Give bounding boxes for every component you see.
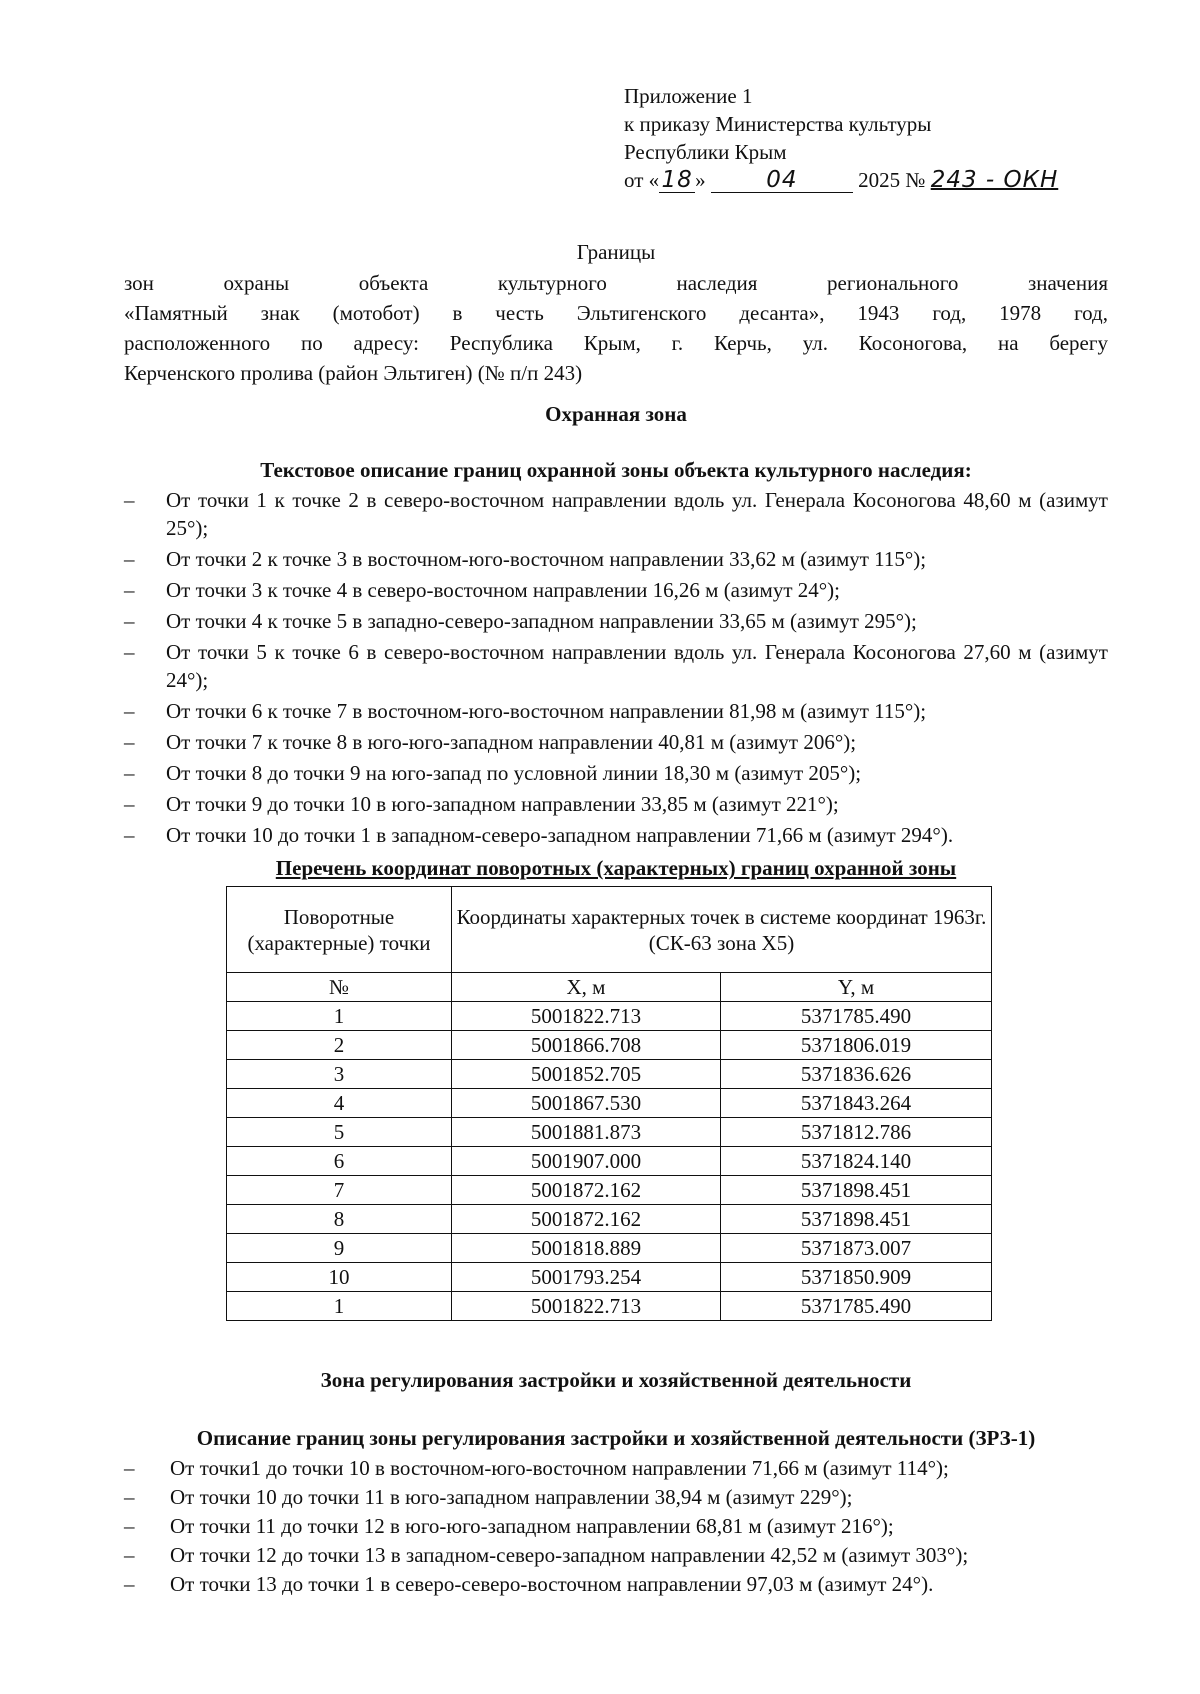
protected-zone-item: – От точки 2 к точке 3 в восточном-юго-восточном направлении 33,62 м (азимут 115°); — [124, 545, 1108, 573]
header-points: Поворотные (характерные) точки — [227, 887, 452, 973]
point-number-cell: 7 — [227, 1176, 452, 1205]
coords-table-caption-text: Перечень координат поворотных (характерных) границ охранной зоны — [275, 856, 957, 880]
y-coordinate-cell: 5371836.626 — [721, 1060, 992, 1089]
title-word: культурного — [497, 271, 607, 295]
title-word: наследия — [676, 271, 758, 295]
x-coordinate-cell: 5001872.162 — [452, 1205, 721, 1234]
table-row — [227, 1147, 992, 1176]
protected-zone-item: – От точки 9 до точки 10 в юго-западном направлении 33,85 м (азимут 221°); — [124, 790, 1108, 818]
table-row — [227, 1002, 992, 1031]
coords-table — [226, 886, 992, 1321]
y-coordinate-cell: 5371873.007 — [721, 1234, 992, 1263]
coords-table-body — [227, 1002, 992, 1321]
header-number: № — [227, 973, 452, 1002]
table-row — [227, 1205, 992, 1234]
appendix-republic: Республики Крым — [624, 140, 787, 164]
y-coordinate-cell: 5371850.909 — [721, 1263, 992, 1292]
y-coordinate-cell: 5371824.140 — [721, 1147, 992, 1176]
protected-zone-item: – От точки 3 к точке 4 в северо-восточном направлении 16,26 м (азимут 24°); — [124, 576, 1108, 604]
handwritten-day: 18 — [659, 168, 695, 193]
title-description — [124, 268, 1108, 388]
appendix-title: Приложение 1 — [624, 84, 753, 108]
table-row — [227, 1176, 992, 1205]
x-coordinate-cell: 5001818.889 — [452, 1234, 721, 1263]
title-word: охраны — [223, 271, 290, 295]
regulation-zone-heading: Зона регулирования застройки и хозяйственной деятельности — [320, 1368, 912, 1392]
protected-zone-item: – От точки 4 к точке 5 в западно-северо-западном направлении 33,65 м (азимут 295°); — [124, 607, 1108, 635]
regulation-zone-item: – От точки 11 до точки 12 в юго-юго-западном направлении 68,81 м (азимут 216°); — [124, 1512, 1108, 1540]
point-number-cell: 8 — [227, 1205, 452, 1234]
regulation-zone-item: – От точки 13 до точки 1 в северо-северо-восточном направлении 97,03 м (азимут 24°). — [124, 1570, 1108, 1598]
title-word: объекта — [358, 271, 429, 295]
y-coordinate-cell: 5371843.264 — [721, 1089, 992, 1118]
point-number-cell: 9 — [227, 1234, 452, 1263]
y-coordinate-cell: 5371898.451 — [721, 1205, 992, 1234]
protected-zone-item: – От точки 8 до точки 9 на юго-запад по условной линии 18,30 м (азимут 205°); — [124, 759, 1108, 787]
x-coordinate-cell: 5001881.873 — [452, 1118, 721, 1147]
table-row — [227, 1263, 992, 1292]
regulation-zone-item: – От точки 12 до точки 13 в западном-северо-западном направлении 42,52 м (азимут 303°); — [124, 1541, 1108, 1569]
header-coords: Координаты характерных точек в системе координат 1963г. (СК-63 зона Х5) — [452, 887, 992, 973]
point-number-cell: 1 — [227, 1292, 452, 1321]
regulation-zone-item: – От точки 10 до точки 11 в юго-западном направлении 38,94 м (азимут 229°); — [124, 1483, 1108, 1511]
title-word: регионального — [827, 271, 959, 295]
appendix-date-line — [624, 166, 1124, 194]
protected-zone-list — [124, 486, 1108, 852]
protected-zone-item: – От точки 5 к точке 6 в северо-восточном направлении вдоль ул. Генерала Косоногова 27,60 м (азимут 24°); — [124, 638, 1108, 694]
title-word: зон — [124, 271, 154, 295]
point-number-cell: 3 — [227, 1060, 452, 1089]
protected-zone-item: – От точки 6 к точке 7 в восточном-юго-восточном направлении 81,98 м (азимут 115°); — [124, 697, 1108, 725]
date-prefix: от « — [624, 168, 660, 192]
x-coordinate-cell: 5001907.000 — [452, 1147, 721, 1176]
x-coordinate-cell: 5001822.713 — [452, 1002, 721, 1031]
x-coordinate-cell: 5001852.705 — [452, 1060, 721, 1089]
protected-zone-subheading: Текстовое описание границ охранной зоны объекта культурного наследия: — [260, 458, 972, 482]
title-line-3: расположенного по адресу: Республика Крым, г. Керчь, ул. Косоногова, на берегу — [124, 331, 1108, 355]
y-coordinate-cell: 5371898.451 — [721, 1176, 992, 1205]
coords-table-caption — [124, 854, 1108, 882]
table-row — [227, 1292, 992, 1321]
x-coordinate-cell: 5001867.530 — [452, 1089, 721, 1118]
y-coordinate-cell: 5371812.786 — [721, 1118, 992, 1147]
regulation-zone-list — [124, 1454, 1108, 1599]
title-line-2: «Памятный знак (мотобот) в честь Эльтигенского десанта», 1943 год, 1978 год, — [124, 301, 1108, 325]
date-year: 2025 № — [858, 168, 926, 192]
header-x: X, м — [452, 973, 721, 1002]
table-row — [227, 1060, 992, 1089]
table-row — [227, 1234, 992, 1263]
x-coordinate-cell: 5001793.254 — [452, 1263, 721, 1292]
table-row — [227, 1118, 992, 1147]
handwritten-month: 04 — [711, 168, 853, 193]
point-number-cell: 6 — [227, 1147, 452, 1176]
point-number-cell: 2 — [227, 1031, 452, 1060]
regulation-zone-subheading: Описание границ зоны регулирования застройки и хозяйственной деятельности (ЗРЗ-1) — [196, 1426, 1036, 1450]
date-mid: » — [695, 168, 706, 192]
x-coordinate-cell: 5001872.162 — [452, 1176, 721, 1205]
protected-zone-item: – От точки 10 до точки 1 в западном-северо-западном направлении 71,66 м (азимут 294°). — [124, 821, 1108, 849]
title-heading: Границы — [576, 240, 656, 264]
y-coordinate-cell: 5371785.490 — [721, 1002, 992, 1031]
point-number-cell: 4 — [227, 1089, 452, 1118]
appendix-block — [624, 82, 1124, 194]
title-line-1 — [124, 268, 1108, 298]
title-line-4: Керченского пролива (район Эльтиген) (№ п/п 243) — [124, 361, 583, 385]
appendix-order: к приказу Министерства культуры — [624, 112, 932, 136]
table-row — [227, 1089, 992, 1118]
protected-zone-heading: Охранная зона — [545, 402, 687, 426]
point-number-cell: 10 — [227, 1263, 452, 1292]
y-coordinate-cell: 5371785.490 — [721, 1292, 992, 1321]
table-row — [227, 1031, 992, 1060]
protected-zone-item: – От точки 7 к точке 8 в юго-юго-западном направлении 40,81 м (азимут 206°); — [124, 728, 1108, 756]
handwritten-number: 243 - ОКН — [930, 167, 1059, 193]
point-number-cell: 1 — [227, 1002, 452, 1031]
x-coordinate-cell: 5001822.713 — [452, 1292, 721, 1321]
protected-zone-item: – От точки 1 к точке 2 в северо-восточном направлении вдоль ул. Генерала Косоногова 48,60 м (азимут 25°); — [124, 486, 1108, 542]
x-coordinate-cell: 5001866.708 — [452, 1031, 721, 1060]
point-number-cell: 5 — [227, 1118, 452, 1147]
regulation-zone-item: – От точки1 до точки 10 в восточном-юго-восточном направлении 71,66 м (азимут 114°); — [124, 1454, 1108, 1482]
title-word: значения — [1027, 271, 1108, 295]
header-y: Y, м — [721, 973, 992, 1002]
y-coordinate-cell: 5371806.019 — [721, 1031, 992, 1060]
